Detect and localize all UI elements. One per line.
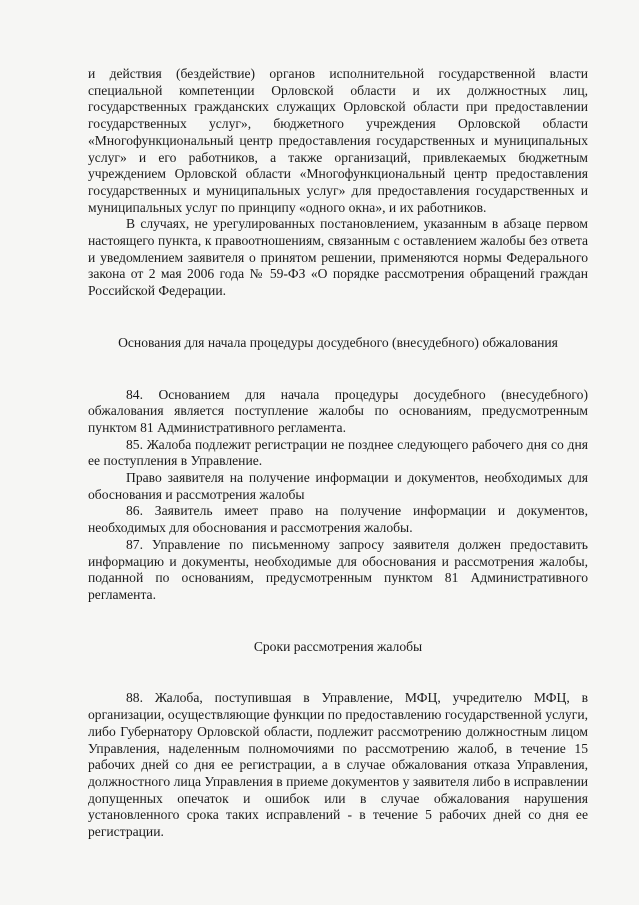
section-heading-terms: Сроки рассмотрения жалобы (253, 638, 423, 654)
paragraph-unregulated-cases: В случаях, не урегулированных постановлением, указанным в абзаце первом настоящего пункта, к правоотношениям, связанным с оставлением жалобы без ответа и уведомлением заявителя о принятом решении, применяются нормы Федерального закона от 2 мая 2006 года № 59-ФЗ «О порядке рассмотрения обращений граждан Российской Федерации. (88, 216, 588, 299)
paragraph-84: 84. Основанием для начала процедуры досудебного (внесудебного) обжалования является поступление жалобы по основаниям, предусмотренным пунктом 81 Административного регламента. (88, 386, 588, 435)
document-body (88, 66, 588, 841)
paragraph-86: 86. Заявитель имеет право на получение информации и документов, необходимых для обоснования и рассмотрения жалобы. (88, 503, 588, 536)
paragraph-88: 88. Жалоба, поступившая в Управление, МФЦ, учредителю МФЦ, в организации, осуществляющие функции по предоставлению государственной услуги, либо Губернатору Орловской области, подлежит рассмотрению должностным лицом Управления, наделенным полномочиями по рассмотрению жалоб, в течение 15 рабочих дней со дня ее регистрации, а в случае обжалования отказа Управления, должностного лица Управления в приеме документов у заявителя либо в исправлении допущенных опечаток и ошибок или в случае обжалования нарушения установленного срока таких исправлений - в течение 5 рабочих дней со дня ее регистрации. (88, 690, 588, 840)
subheading-applicant-right: Право заявителя на получение информации и документов, необходимых для обоснования и рассмотрения жалобы (88, 470, 588, 502)
section-heading-grounds: Основания для начала процедуры досудебного (внесудебного) обжалования (118, 334, 558, 350)
paragraph-87: 87. Управление по письменному запросу заявителя должен предоставить информацию и документы, необходимые для обоснования и рассмотрения жалобы, поданной по основаниям, предусмотренным пунктом 81 Административного регламента. (88, 536, 588, 602)
paragraph-85: 85. Жалоба подлежит регистрации не позднее следующего рабочего дня со дня ее поступления в Управление. (88, 436, 588, 469)
paragraph-continuation: и действия (бездействие) органов исполнительной государственной власти специальной компетенции Орловской области и их должностных лиц, государственных гражданских служащих Орловской области при предоставлении государственных услуг», бюджетного учреждения Орловской области «Многофункциональный центр предоставления государственных и муниципальных услуг» и его работников, а также организаций, привлекаемых бюджетным учреждением Орловской области «Многофункциональный центр предоставления государственных и муниципальных услуг» для предоставления государственных и муниципальных услуг по принципу «одного окна», и их работников. (88, 66, 588, 215)
